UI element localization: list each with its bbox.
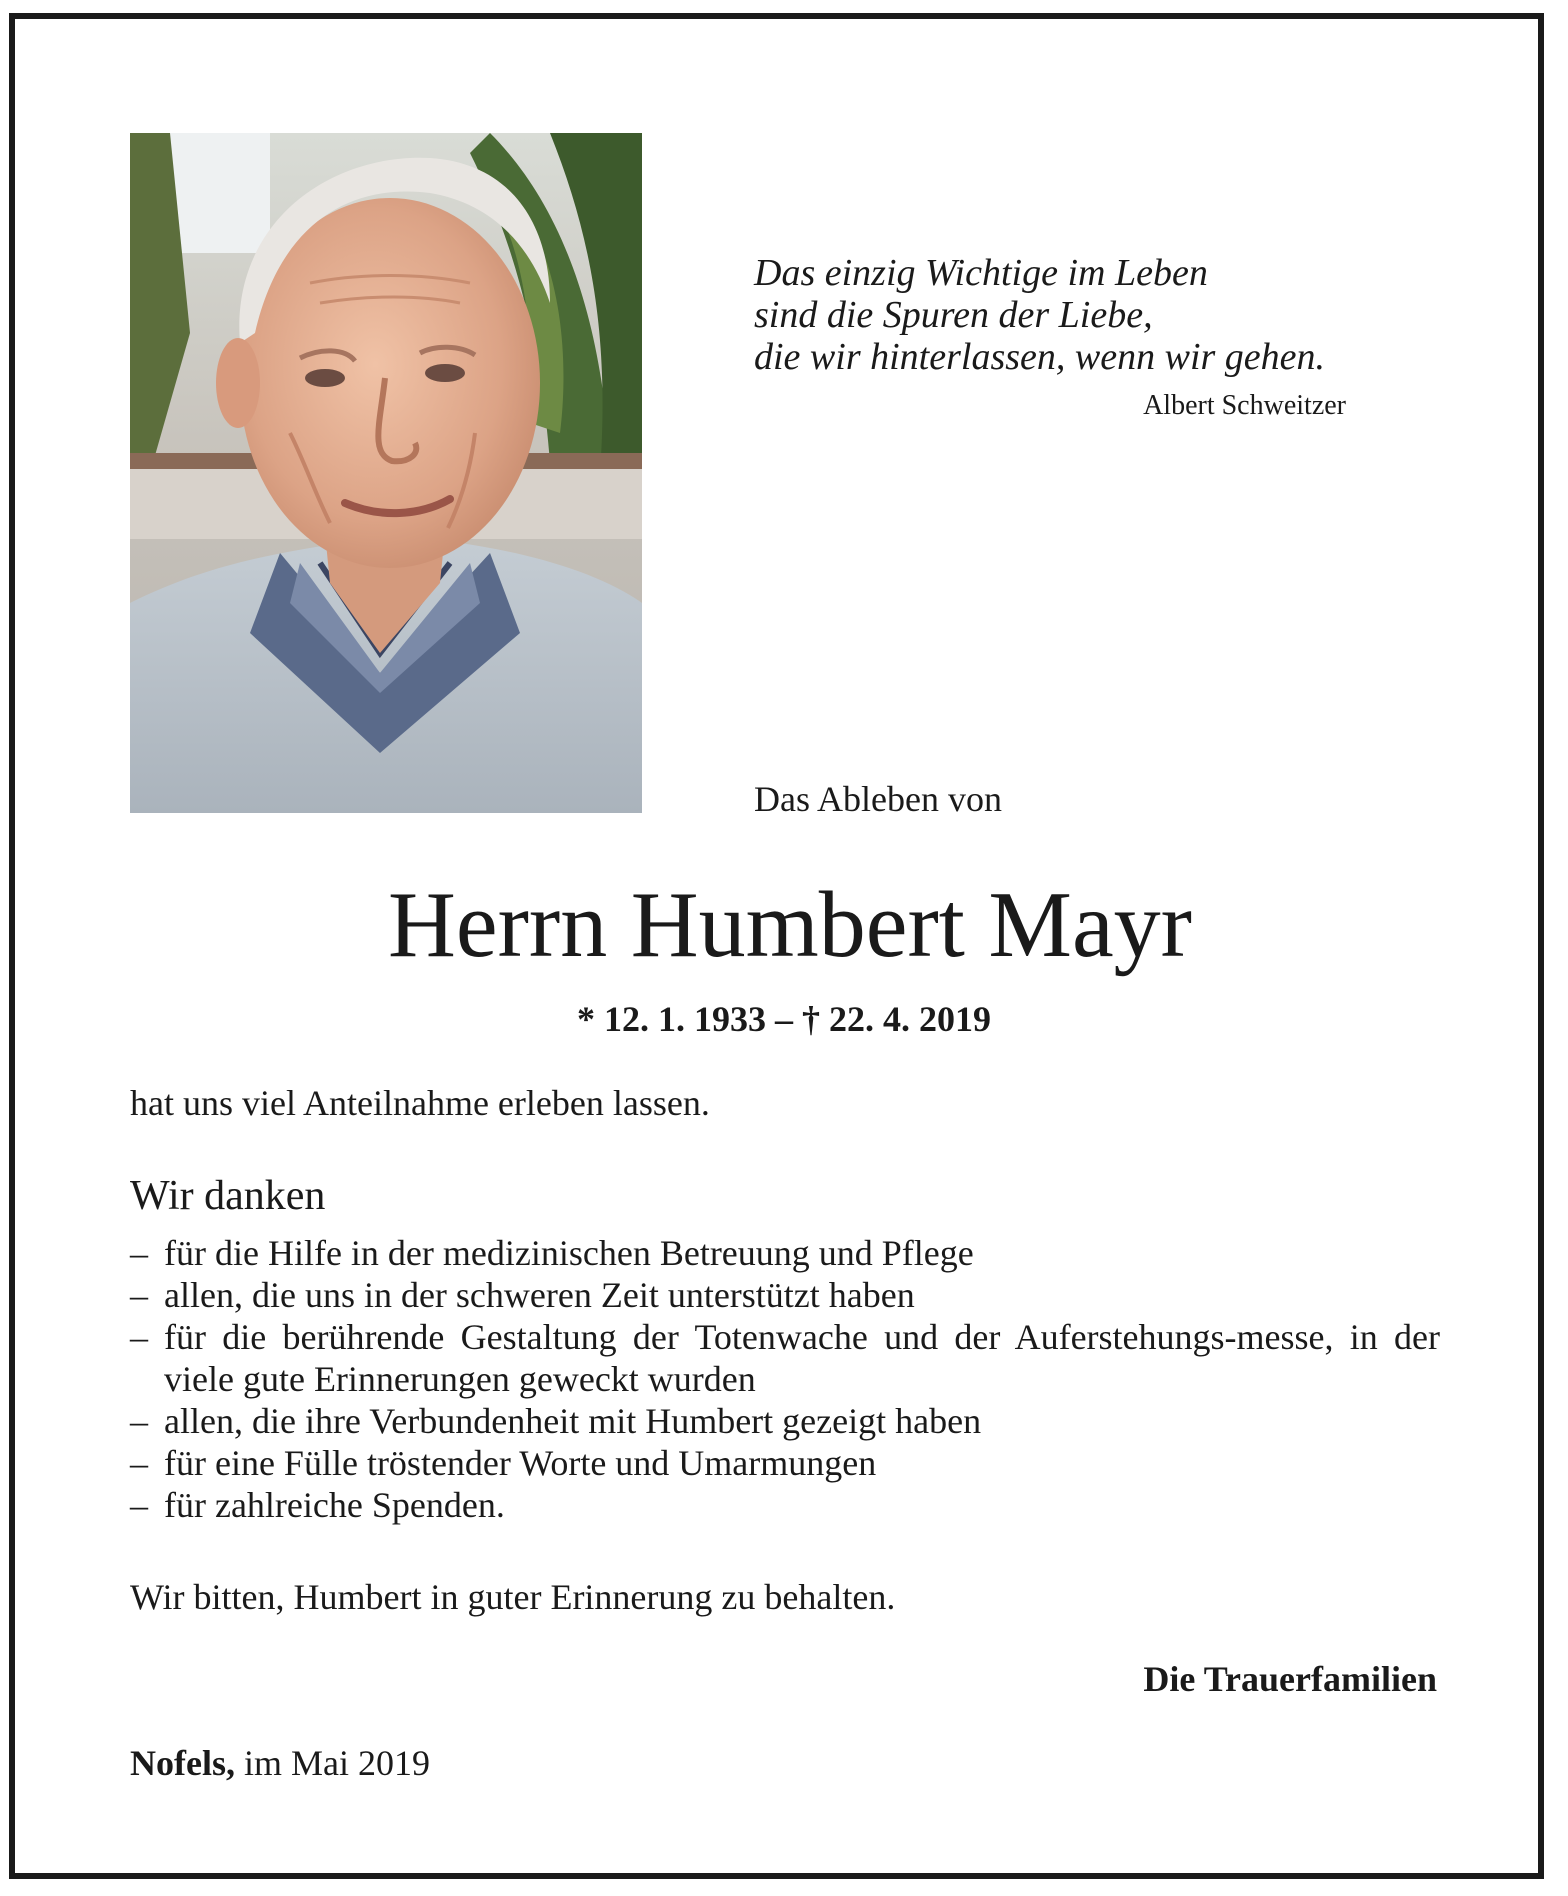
list-item bbox=[130, 1232, 1440, 1274]
quote-block bbox=[754, 252, 1354, 378]
list-item bbox=[130, 1274, 1440, 1316]
quote-line: sind die Spuren der Liebe, bbox=[754, 294, 1153, 336]
quote-line: Das einzig Wichtige im Leben bbox=[754, 252, 1208, 294]
list-dash: – bbox=[130, 1401, 148, 1441]
signature: Die Trauerfamilien bbox=[1143, 1659, 1437, 1699]
intro-text: Das Ableben von bbox=[754, 779, 1002, 819]
life-dates: * 12. 1. 1933 – † 22. 4. 2019 bbox=[577, 999, 991, 1039]
list-item bbox=[130, 1442, 1440, 1484]
list-item-text: für eine Fülle tröstender Worte und Umarmungen bbox=[164, 1443, 877, 1483]
list-dash: – bbox=[130, 1485, 148, 1525]
list-item bbox=[130, 1316, 1440, 1400]
date: im Mai 2019 bbox=[234, 1743, 430, 1783]
list-item-text: für die Hilfe in der medizinischen Betreuung und Pflege bbox=[164, 1233, 974, 1273]
list-dash: – bbox=[130, 1443, 148, 1483]
quote-line: die wir hinterlassen, wenn wir gehen. bbox=[754, 336, 1326, 378]
list-item bbox=[130, 1400, 1440, 1442]
quote-author: Albert Schweitzer bbox=[1143, 390, 1346, 421]
list-dash: – bbox=[130, 1233, 148, 1273]
closing-text: Wir bitten, Humbert in guter Erinnerung zu behalten. bbox=[130, 1577, 896, 1617]
thanks-heading: Wir danken bbox=[130, 1173, 326, 1219]
statement-text: hat uns viel Anteilnahme erleben lassen. bbox=[130, 1083, 710, 1123]
portrait-photo bbox=[130, 133, 642, 813]
list-dash: – bbox=[130, 1317, 148, 1357]
list-item-text: für zahlreiche Spenden. bbox=[164, 1485, 505, 1525]
place-date bbox=[130, 1742, 430, 1784]
deceased-name: Herrn Humbert Mayr bbox=[388, 873, 1192, 977]
thanks-list bbox=[130, 1232, 1440, 1526]
list-item-text: allen, die uns in der schweren Zeit unterstützt haben bbox=[164, 1275, 915, 1315]
place: Nofels, bbox=[130, 1743, 235, 1783]
list-dash: – bbox=[130, 1275, 148, 1315]
list-item bbox=[130, 1484, 1440, 1526]
list-item-text: allen, die ihre Verbundenheit mit Humbert gezeigt haben bbox=[164, 1401, 982, 1441]
portrait-illustration bbox=[130, 133, 642, 813]
list-item-text: für die berührende Gestaltung der Totenwache und der Auferstehungs-messe, in der viele gute Erinnerungen geweckt wurden bbox=[164, 1317, 1440, 1399]
